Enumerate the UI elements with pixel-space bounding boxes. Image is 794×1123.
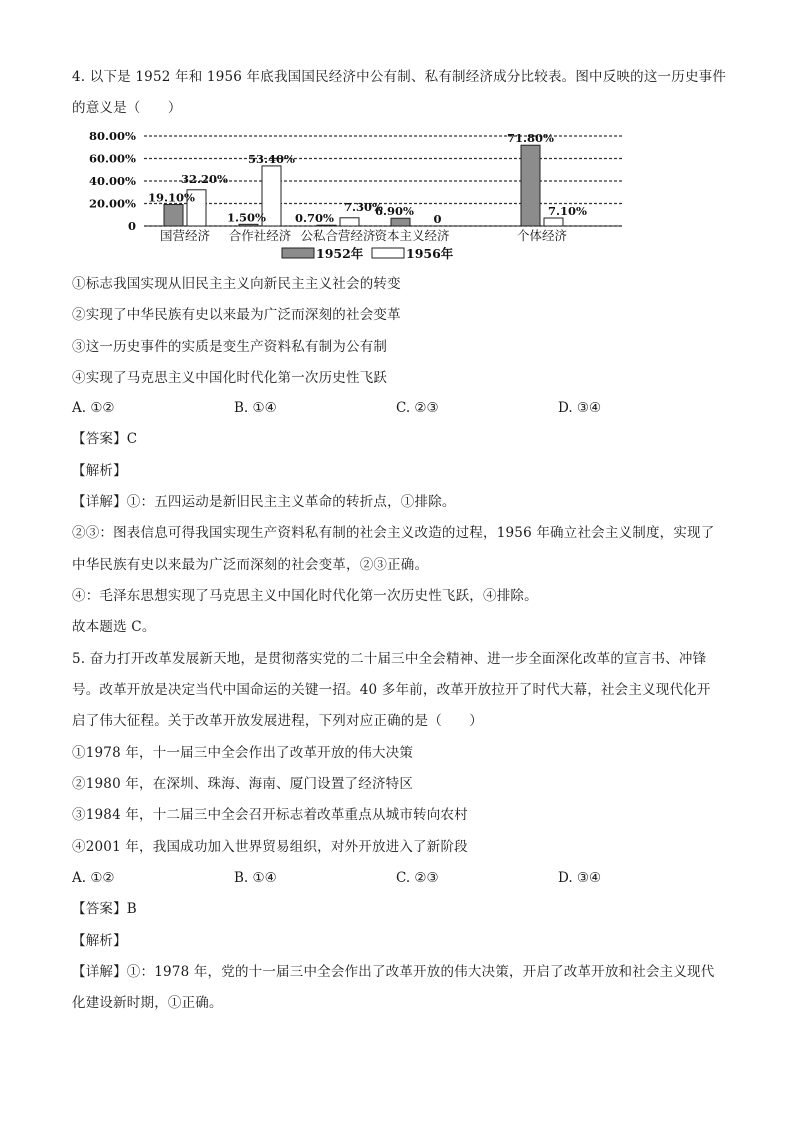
legend-swatch (372, 248, 404, 258)
bar-value-label: 1.50% (227, 210, 266, 225)
q5-stem-line2: 号。改革开放是决定当代中国命运的关键一招。40 多年前，改革开放拉开了时代大幕，社会主义现代化开 (72, 682, 711, 698)
q4-stem-line1: 4. 以下是 1952 年和 1956 年底我国国民经济中公有制、私有制经济成分比较表。图中反映的这一历史事件 (72, 69, 727, 85)
q4-analysis-line5: 故本题选 C。 (72, 619, 156, 635)
q5-option-a[interactable]: A. ①② (72, 870, 115, 886)
y-axis-ticks (89, 129, 136, 233)
q4-statement-4: ④实现了马克思主义中国化时代化第一次历史性飞跃 (72, 370, 388, 386)
q4-analysis-line4: ④：毛泽东思想实现了马克思主义中国化时代化第一次历史性飞跃，④排除。 (72, 588, 538, 604)
q4-option-c[interactable]: C. ②③ (396, 400, 439, 416)
q4-statement-3: ③这一历史事件的实质是变生产资料私有制为公有制 (72, 339, 388, 355)
q4-analysis-line2: ②③：图表信息可得我国实现生产资料私有制的社会主义改造的过程，1956 年确立社会主义制度，实现了 (72, 525, 715, 541)
bar-value-label: 32.20% (181, 171, 228, 186)
category-label: 资本主义经济 (374, 228, 450, 243)
bar-1952年-个体经济 (521, 145, 540, 226)
q5-stem-line1: 5. 奋力打开改革发展新天地，是贯彻落实党的二十届三中全会精神、进一步全面深化改革的宣言书、冲锋 (72, 651, 707, 667)
q5-stem-line3: 启了伟大征程。关于改革开放发展进程，下列对应正确的是（ ） (72, 713, 483, 729)
x-axis-category-labels (160, 228, 568, 243)
bar-1956年-个体经济 (544, 218, 563, 226)
category-label: 合作社经济 (228, 228, 292, 243)
q4-analysis-line3: 中华民族有史以来最为广泛而深刻的社会变革，②③正确。 (72, 557, 429, 573)
chart-legend (282, 246, 454, 261)
q4-analysis-line1: 【详解】①：五四运动是新旧民主主义革命的转折点，①排除。 (72, 494, 456, 510)
economy-composition-chart (89, 126, 640, 262)
bar-value-label: 53.40% (248, 151, 295, 166)
y-tick-label: 20.00% (89, 196, 136, 211)
q5-option-c[interactable]: C. ②③ (396, 870, 439, 886)
bar-value-label: 0.70% (295, 211, 334, 226)
bar-1952年-资本主义经济 (391, 218, 410, 226)
q4-option-a[interactable]: A. ①② (72, 400, 115, 416)
bar-value-label: 19.10% (148, 190, 195, 205)
category-label: 公私合营经济 (300, 228, 376, 243)
q5-option-b[interactable]: B. ①④ (234, 870, 277, 886)
category-label: 国营经济 (159, 228, 211, 243)
y-tick-label: 80.00% (89, 129, 136, 143)
bar-1956年-公私合营经济 (340, 218, 359, 226)
bar-value-label: 0 (433, 212, 442, 226)
bar-value-label: 7.10% (548, 204, 587, 219)
q4-answer: 【答案】C (72, 431, 138, 447)
q5-analysis-line2: 化建设新时期，①正确。 (72, 995, 223, 1011)
y-tick-label: 0 (127, 219, 136, 233)
q5-statement-4: ④2001 年，我国成功加入世界贸易组织，对外开放进入了新阶段 (72, 839, 468, 855)
q4-statement-2: ②实现了中华民族有史以来最为广泛而深刻的社会变革 (72, 307, 401, 323)
bar-1952年-合作社经济 (239, 224, 258, 226)
q4-stem-line2: 的意义是（ ） (72, 100, 182, 116)
q4-analysis-label: 【解析】 (72, 463, 127, 479)
q5-analysis-label: 【解析】 (72, 933, 127, 949)
y-tick-label: 60.00% (89, 151, 136, 166)
q5-answer: 【答案】B (72, 901, 137, 917)
q5-analysis-line1: 【详解】①：1978 年，党的十一届三中全会作出了改革开放的伟大决策，开启了改革开放和社会主义现代 (72, 964, 715, 980)
y-tick-label: 40.00% (89, 174, 136, 188)
legend-label: 1956年 (406, 246, 454, 261)
bar-value-label: 7.30% (344, 199, 383, 214)
q4-option-b[interactable]: B. ①④ (234, 400, 277, 416)
q5-statement-1: ①1978 年，十一届三中全会作出了改革开放的伟大决策 (72, 745, 414, 761)
bar-1952年-国营经济 (164, 205, 183, 226)
q4-option-d[interactable]: D. ③④ (558, 400, 602, 416)
bar-value-label: 6.90% (375, 204, 414, 219)
q5-statement-2: ②1980 年，在深圳、珠海、海南、厦门设置了经济特区 (72, 776, 414, 792)
category-label: 个体经济 (516, 228, 568, 243)
q4-statement-1: ①标志我国实现从旧民主主义向新民主主义社会的转变 (72, 276, 401, 292)
legend-label: 1952年 (316, 246, 364, 261)
q5-option-d[interactable]: D. ③④ (558, 870, 602, 886)
bar-value-label: 71.80% (507, 131, 554, 146)
bar-1952年-公私合营经济 (317, 225, 336, 226)
legend-swatch (282, 248, 314, 258)
q5-statement-3: ③1984 年，十二届三中全会召开标志着改革重点从城市转向农村 (72, 807, 468, 823)
